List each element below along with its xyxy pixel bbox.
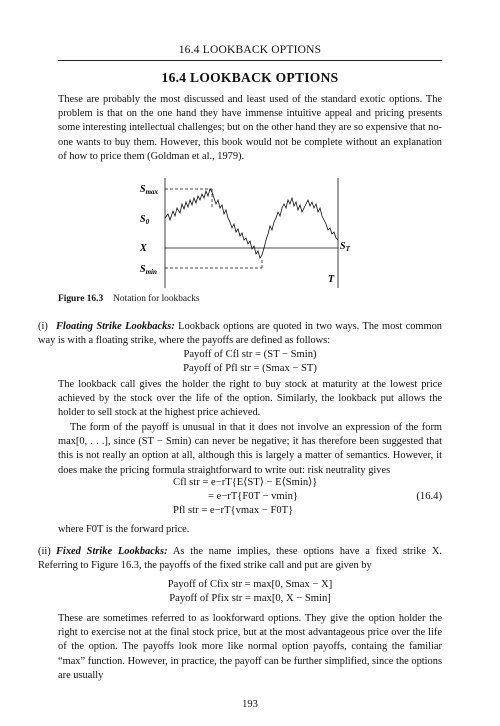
eq-call-line2-text: = e−rT{F0T − vmin}: [208, 491, 298, 502]
strike-label: X: [140, 243, 147, 254]
lookforward-text: These are sometimes referred to as lookforward options. They give the option holder the right to exercise not at the final stock price, but at the most advantageous price over the life of the option. The payoffs look more like normal option payoffs, containg the familiar “max” function. However, in practice, the payoff can be further simplified, since the options are usually: [58, 613, 442, 681]
forward-price-note: [58, 523, 442, 537]
s0-label: $S_0$: [140, 214, 150, 226]
fixed-strike-intro: As the name implies, these options have a fixed strike X. Referring to Figure 16.3, the payoffs of the fixed strike call and put are given by: [38, 546, 442, 572]
running-head: 16.4 LOOKBACK OPTIONS: [178, 44, 322, 56]
eq-call-line2: [58, 490, 442, 504]
floating-strike-title: Floating Strike Lookbacks:: [56, 321, 175, 332]
page-number: 193: [242, 699, 258, 710]
fixed-call-payoff: Payoff of Cfix str = max[0, Smax − X]: [167, 579, 333, 590]
st-label: $S_T$: [340, 241, 350, 253]
section-title: 16.4 LOOKBACK OPTIONS: [161, 70, 339, 85]
floating-put-payoff: Payoff of Pfl str = (Smax − ST): [183, 363, 317, 374]
item-label-i: (i): [38, 321, 48, 332]
eq-put-line: Pfl str = e−rT{vmax − F0T}: [173, 505, 294, 516]
floating-call-payoff: Payoff of Cfl str = (ST − Smin): [183, 349, 317, 360]
forward-price-text: where F0T is the forward price.: [58, 524, 190, 535]
floating-strike-intro: Lookback options are quoted in two ways. The most common way is with a floating strike, where the payoffs are defined as follows:: [38, 321, 442, 347]
intro-paragraph: [58, 93, 442, 164]
payoff-form-paragraph: [58, 421, 442, 478]
smin-label: $S_{min}$: [140, 264, 157, 276]
maturity-label: T: [328, 274, 335, 285]
floating-strike-item: [38, 320, 442, 348]
item-label-ii: (ii): [38, 546, 51, 557]
figure-caption-text: Notation for lookbacks: [113, 294, 200, 304]
eq-call-line1: Cfl str = e−rT{E⟨ST⟩ − E⟨Smin⟩}: [173, 477, 318, 488]
floating-payoff-equations: [58, 348, 442, 376]
fixed-put-payoff: Payoff of Pfix str = max[0, X − Smin]: [169, 593, 331, 604]
lookback-call-text: The lookback call gives the holder the right to buy stock at maturity at the lowest price achieved by the stock over the life of the option. Similarly, the lookback put allows the holder to sell stock at the highest price achieved.: [58, 379, 442, 419]
lookforward-paragraph: [58, 612, 442, 683]
smax-label: $S_{max}$: [140, 184, 159, 196]
fixed-strike-title: Fixed Strike Lookbacks:: [56, 546, 168, 557]
payoff-form-text: The form of the payoff is unusual in that it does not involve an expression of the form max[0, . . .], since (ST − Smin) can never be negative; it has therefore been suggested that this is not really an option at all, although this is largely a matter of semantics. However, it does make the pricing formula straightforward to write out: risk neutrality gives: [58, 422, 442, 476]
header-rule: [58, 60, 442, 61]
equation-number: (16.4): [416, 491, 442, 502]
pricing-equations: [58, 476, 442, 518]
fixed-strike-item: [38, 545, 442, 573]
intro-text: These are probably the most discussed and least used of the standard exotic options. The problem is that on the one hand they have immense intuitive appeal and pricing presents some interesting intellectual challenges; but on the other hand they are so expensive that no-one wants to buy them. However, this book would not be complete without an explanation of how to price them (Goldman et al., 1979).: [58, 94, 442, 162]
figure-caption: [58, 294, 200, 304]
lookback-figure: [140, 178, 360, 288]
lookback-call-paragraph: [58, 378, 442, 421]
fixed-payoff-equations: [58, 578, 442, 606]
figure-number: Figure 16.3: [58, 294, 104, 304]
